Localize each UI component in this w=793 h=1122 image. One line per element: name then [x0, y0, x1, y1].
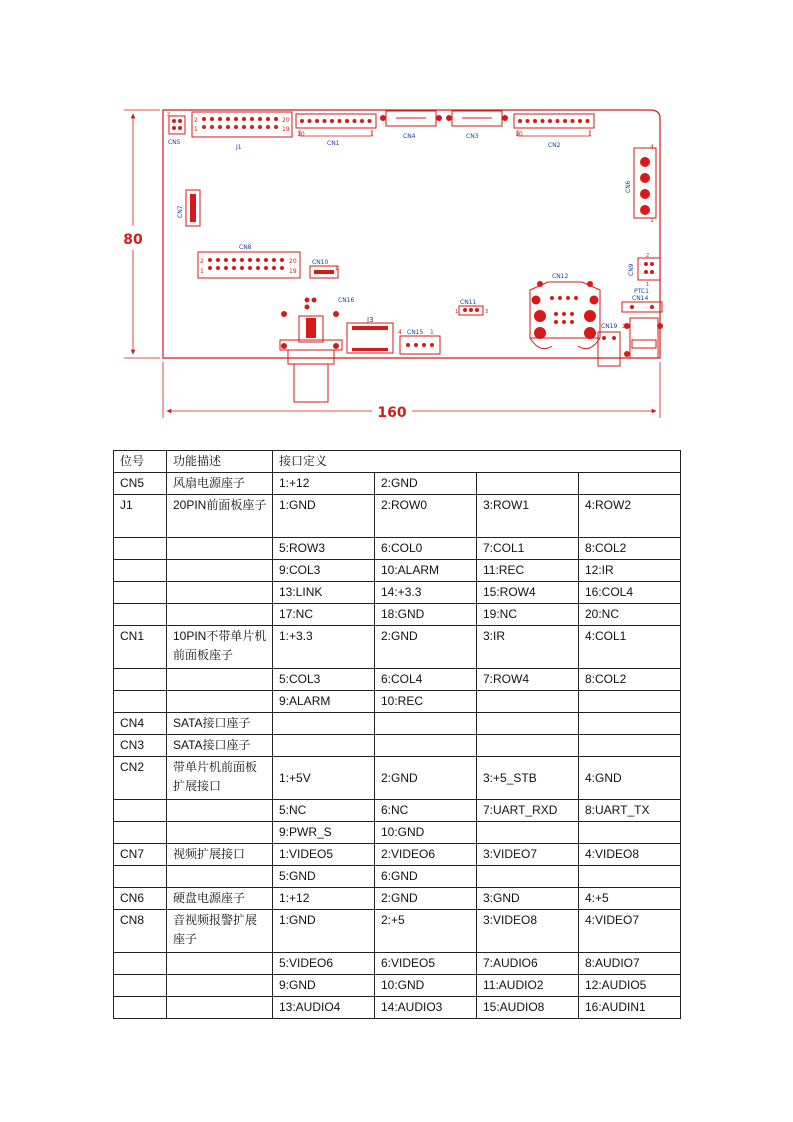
- pin-dot: [226, 117, 230, 121]
- cell-connector-id: CN2: [114, 757, 167, 800]
- pin-dot: [250, 125, 254, 129]
- cell-function-desc: [167, 975, 273, 997]
- cn4-connector: [380, 111, 442, 140]
- cell-pin-def: [477, 473, 579, 495]
- table-row: [114, 626, 681, 669]
- cell-connector-id: [114, 822, 167, 844]
- cell-connector-id: CN3: [114, 735, 167, 757]
- cell-pin-def: 3:IR: [477, 626, 579, 669]
- cn8-pin-mark: 19: [289, 268, 297, 275]
- cell-connector-id: [114, 997, 167, 1019]
- pin-dot: [518, 119, 522, 123]
- cn14-connector: [622, 288, 663, 358]
- pin-dot: [571, 119, 575, 123]
- cn8-pin-mark: 2: [200, 258, 204, 265]
- cell-connector-id: [114, 669, 167, 691]
- cn3-label: CN3: [466, 133, 479, 140]
- pin-dot: [202, 117, 206, 121]
- pin-dot: [242, 117, 246, 121]
- cell-pin-def: [273, 735, 375, 757]
- cn5-pin-mark: 2: [167, 112, 171, 118]
- pin-dot: [216, 258, 220, 262]
- cn3-connector: [446, 111, 508, 140]
- cell-pin-def: 13:AUDIO4: [273, 997, 375, 1019]
- cell-pin-def: 7:UART_RXD: [477, 800, 579, 822]
- cell-function-desc: SATA接口座子: [167, 735, 273, 757]
- cn6-pin-mark: 1: [650, 217, 654, 224]
- cell-pin-def: 1:VIDEO5: [273, 844, 375, 866]
- pin-dot: [563, 119, 567, 123]
- table-row: [114, 735, 681, 757]
- pcb-outline-diagram: [0, 0, 793, 440]
- cell-pin-def: 11:AUDIO2: [477, 975, 579, 997]
- cell-pin-def: 9:PWR_S: [273, 822, 375, 844]
- cn7-label: CN7: [177, 205, 184, 218]
- table-row: [114, 495, 681, 538]
- table-row: [114, 888, 681, 910]
- cn8-pin-mark: 20: [289, 258, 297, 265]
- cell-pin-def: 4:+5: [579, 888, 681, 910]
- cell-pin-def: 13:LINK: [273, 582, 375, 604]
- cell-function-desc: [167, 997, 273, 1019]
- pin-dot: [248, 266, 252, 270]
- cell-pin-def: 1:GND: [273, 495, 375, 538]
- cell-pin-def: 4:VIDEO7: [579, 910, 681, 953]
- pin-dot: [274, 117, 278, 121]
- cn11-pin-mark: 3: [485, 309, 489, 315]
- ptc1-label: PTC1: [634, 288, 649, 295]
- table-row: [114, 910, 681, 953]
- cell-pin-def: 8:COL2: [579, 538, 681, 560]
- pin-dot: [345, 119, 349, 123]
- cell-connector-id: CN8: [114, 910, 167, 953]
- cell-function-desc: [167, 866, 273, 888]
- cell-pin-def: [579, 713, 681, 735]
- dimension-width: [163, 362, 660, 421]
- cell-pin-def: [273, 713, 375, 735]
- pin-dot: [210, 125, 214, 129]
- pin-dot: [541, 119, 545, 123]
- cn9-connector: [628, 253, 660, 288]
- cell-pin-def: [579, 691, 681, 713]
- pin-dot: [323, 119, 327, 123]
- pin-dot: [224, 258, 228, 262]
- cn5-connector: [167, 112, 185, 146]
- cell-connector-id: CN7: [114, 844, 167, 866]
- cell-pin-def: 6:COL4: [375, 669, 477, 691]
- cell-connector-id: [114, 975, 167, 997]
- cn9-pin-mark: 1: [646, 282, 650, 288]
- cn8-pin-mark: 1: [200, 268, 204, 275]
- cell-pin-def: 14:AUDIO3: [375, 997, 477, 1019]
- cell-pin-def: 7:COL1: [477, 538, 579, 560]
- cell-connector-id: CN1: [114, 626, 167, 669]
- cell-connector-id: [114, 691, 167, 713]
- cell-pin-def: [579, 735, 681, 757]
- cell-pin-def: 5:GND: [273, 866, 375, 888]
- cell-pin-def: 12:IR: [579, 560, 681, 582]
- pin-dot: [258, 125, 262, 129]
- pin-dot: [338, 119, 342, 123]
- cell-pin-def: 3:VIDEO8: [477, 910, 579, 953]
- cell-pin-def: [477, 822, 579, 844]
- cell-connector-id: [114, 582, 167, 604]
- cn2-pin-mark: 10: [515, 131, 523, 138]
- cell-pin-def: 2:+5: [375, 910, 477, 953]
- pin-dot: [242, 125, 246, 129]
- pin-dot: [232, 258, 236, 262]
- cell-function-desc: [167, 560, 273, 582]
- cell-pin-def: 7:ROW4: [477, 669, 579, 691]
- pin-dot: [258, 117, 262, 121]
- pin-dot: [234, 125, 238, 129]
- table-row: [114, 844, 681, 866]
- pin-dot: [226, 125, 230, 129]
- table-row: [114, 757, 681, 800]
- cn10-pin-mark: 1: [335, 266, 339, 272]
- pin-dot: [272, 258, 276, 262]
- table-header-row: [114, 451, 681, 473]
- pin-dot: [368, 119, 372, 123]
- cell-function-desc: 音视频报警扩展座子: [167, 910, 273, 953]
- cell-pin-def: 15:ROW4: [477, 582, 579, 604]
- table-row: [114, 691, 681, 713]
- table-row: [114, 473, 681, 495]
- pin-dot: [240, 266, 244, 270]
- cn1-pin-mark: 1: [370, 131, 374, 138]
- pin-dot: [533, 119, 537, 123]
- j3-connector: [347, 316, 393, 353]
- cell-function-desc: 10PIN不带单片机前面板座子: [167, 626, 273, 669]
- pin-dot: [280, 258, 284, 262]
- cn6-connector: [625, 144, 656, 224]
- cell-pin-def: [375, 713, 477, 735]
- cell-pin-def: 10:GND: [375, 975, 477, 997]
- cell-pin-def: 6:GND: [375, 866, 477, 888]
- cell-pin-def: 1:+5V: [273, 757, 375, 800]
- cell-pin-def: 8:AUDIO7: [579, 953, 681, 975]
- cn8-connector: [198, 244, 300, 278]
- cell-pin-def: 3:VIDEO7: [477, 844, 579, 866]
- pin-definition-table: [113, 450, 681, 1019]
- pin-dot: [272, 266, 276, 270]
- cell-pin-def: 6:COL0: [375, 538, 477, 560]
- cell-pin-def: 9:COL3: [273, 560, 375, 582]
- cell-function-desc: 20PIN前面板座子: [167, 495, 273, 538]
- cell-pin-def: 19:NC: [477, 604, 579, 626]
- pin-dot: [308, 119, 312, 123]
- cn1-label: CN1: [327, 140, 340, 147]
- table-row: [114, 800, 681, 822]
- cn12-label: CN12: [552, 273, 569, 280]
- cell-pin-def: [477, 691, 579, 713]
- pin-dot: [274, 125, 278, 129]
- cell-connector-id: CN5: [114, 473, 167, 495]
- cell-pin-def: 3:+5_STB: [477, 757, 579, 800]
- pin-dot: [526, 119, 530, 123]
- table-row: [114, 560, 681, 582]
- cell-connector-id: [114, 538, 167, 560]
- cell-pin-def: 6:VIDEO5: [375, 953, 477, 975]
- j1-connector: [192, 112, 292, 151]
- cell-pin-def: 1:GND: [273, 910, 375, 953]
- cell-pin-def: 1:+3.3: [273, 626, 375, 669]
- cell-pin-def: 1:+12: [273, 888, 375, 910]
- cell-function-desc: 硬盘电源座子: [167, 888, 273, 910]
- pin-dot: [248, 258, 252, 262]
- cell-pin-def: 8:COL2: [579, 669, 681, 691]
- cell-pin-def: 9:GND: [273, 975, 375, 997]
- table-row: [114, 866, 681, 888]
- cell-pin-def: 16:COL4: [579, 582, 681, 604]
- cell-pin-def: 5:ROW3: [273, 538, 375, 560]
- height-dimension-value: 80: [123, 232, 143, 248]
- j1-pin-mark: 1: [194, 126, 198, 133]
- cn8-label: CN8: [239, 244, 252, 251]
- cell-function-desc: 视频扩展接口: [167, 844, 273, 866]
- pin-dot: [556, 119, 560, 123]
- cell-pin-def: 6:NC: [375, 800, 477, 822]
- cell-pin-def: 2:GND: [375, 888, 477, 910]
- table-row: [114, 538, 681, 560]
- cn1-pin-mark: 10: [297, 131, 305, 138]
- cn10-label: CN10: [312, 259, 329, 266]
- cell-function-desc: SATA接口座子: [167, 713, 273, 735]
- cell-connector-id: CN6: [114, 888, 167, 910]
- cell-pin-def: 18:GND: [375, 604, 477, 626]
- cell-function-desc: 带单片机前面板扩展接口: [167, 757, 273, 800]
- pin-dot: [208, 266, 212, 270]
- cell-function-desc: 风扇电源座子: [167, 473, 273, 495]
- pin-dot: [218, 117, 222, 121]
- cell-pin-def: 7:AUDIO6: [477, 953, 579, 975]
- cn16-connector: [280, 297, 354, 402]
- cell-pin-def: 20:NC: [579, 604, 681, 626]
- table-row: [114, 953, 681, 975]
- cn19-connector: [598, 323, 625, 366]
- cell-pin-def: [375, 735, 477, 757]
- table-row: [114, 997, 681, 1019]
- cell-pin-def: 4:VIDEO8: [579, 844, 681, 866]
- j3-label: J3: [367, 316, 374, 324]
- cell-pin-def: 2:GND: [375, 626, 477, 669]
- cell-function-desc: [167, 953, 273, 975]
- cell-function-desc: [167, 604, 273, 626]
- pin-dot: [330, 119, 334, 123]
- cell-pin-def: 5:COL3: [273, 669, 375, 691]
- cell-pin-def: 17:NC: [273, 604, 375, 626]
- cell-pin-def: 1:+12: [273, 473, 375, 495]
- cell-pin-def: 3:ROW1: [477, 495, 579, 538]
- cell-function-desc: [167, 582, 273, 604]
- j1-pin-mark: 19: [282, 126, 290, 133]
- j1-pin-mark: 20: [282, 117, 290, 124]
- header-desc: 功能描述: [167, 451, 273, 473]
- cell-pin-def: 2:VIDEO6: [375, 844, 477, 866]
- cell-function-desc: [167, 691, 273, 713]
- cell-connector-id: [114, 953, 167, 975]
- cell-pin-def: 2:ROW0: [375, 495, 477, 538]
- cn15-connector: [398, 329, 440, 354]
- cell-pin-def: 9:ALARM: [273, 691, 375, 713]
- pin-dot: [300, 119, 304, 123]
- cn12-connector: [530, 273, 600, 349]
- table-row: [114, 713, 681, 735]
- cell-function-desc: [167, 800, 273, 822]
- cell-connector-id: [114, 560, 167, 582]
- header-def: 接口定义: [273, 451, 681, 473]
- pin-dot: [264, 266, 268, 270]
- pin-dot: [548, 119, 552, 123]
- cell-connector-id: J1: [114, 495, 167, 538]
- pin-dot: [210, 117, 214, 121]
- cn19-pin-mark: 2: [622, 324, 626, 330]
- pin-dot: [218, 125, 222, 129]
- cell-pin-def: 14:+3.3: [375, 582, 477, 604]
- cn6-pin-mark: 4: [650, 144, 654, 151]
- cell-connector-id: [114, 604, 167, 626]
- cn1-connector: [296, 114, 376, 147]
- width-dimension-value: 160: [377, 405, 407, 421]
- cn15-pin-mark: 1: [430, 329, 434, 336]
- pin-dot: [586, 119, 590, 123]
- cell-pin-def: [477, 713, 579, 735]
- cn10-connector: [310, 259, 338, 278]
- cell-pin-def: 5:NC: [273, 800, 375, 822]
- cn15-label: CN15: [407, 329, 424, 336]
- table-row: [114, 582, 681, 604]
- pin-dot: [208, 258, 212, 262]
- cell-pin-def: 16:AUDIN1: [579, 997, 681, 1019]
- cell-pin-def: [579, 473, 681, 495]
- pin-dot: [315, 119, 319, 123]
- pin-dot: [240, 258, 244, 262]
- cn4-label: CN4: [403, 133, 416, 140]
- cell-pin-def: 4:GND: [579, 757, 681, 800]
- cn14-label: CN14: [632, 295, 649, 302]
- cell-pin-def: 10:GND: [375, 822, 477, 844]
- cn2-label: CN2: [548, 142, 561, 149]
- cell-function-desc: [167, 538, 273, 560]
- cn7-connector: [177, 190, 200, 226]
- pin-dot: [250, 117, 254, 121]
- cell-pin-def: 5:VIDEO6: [273, 953, 375, 975]
- header-id: 位号: [114, 451, 167, 473]
- cn6-label: CN6: [625, 180, 632, 193]
- pin-dot: [266, 117, 270, 121]
- cell-function-desc: [167, 669, 273, 691]
- cn2-connector: [514, 114, 594, 149]
- cell-pin-def: 15:AUDIO8: [477, 997, 579, 1019]
- cell-pin-def: 4:COL1: [579, 626, 681, 669]
- pin-dot: [224, 266, 228, 270]
- cell-pin-def: 12:AUDIO5: [579, 975, 681, 997]
- pin-dot: [360, 119, 364, 123]
- cell-pin-def: [579, 866, 681, 888]
- table-row: [114, 975, 681, 997]
- pin-dot: [216, 266, 220, 270]
- cn9-pin-mark: 2: [646, 253, 650, 259]
- pin-dot: [353, 119, 357, 123]
- pin-dot: [264, 258, 268, 262]
- cn5-label: CN5: [168, 139, 181, 146]
- table-row: [114, 604, 681, 626]
- table-row: [114, 669, 681, 691]
- pin-dot: [256, 266, 260, 270]
- cell-pin-def: 10:REC: [375, 691, 477, 713]
- cell-pin-def: 2:GND: [375, 473, 477, 495]
- cell-function-desc: [167, 822, 273, 844]
- cn9-label: CN9: [628, 263, 635, 276]
- cn19-label: CN19: [601, 323, 618, 330]
- j1-label: J1: [236, 144, 242, 151]
- cell-pin-def: [579, 822, 681, 844]
- pin-dot: [256, 258, 260, 262]
- cell-pin-def: 11:REC: [477, 560, 579, 582]
- cn2-pin-mark: 1: [588, 131, 592, 138]
- pin-dot: [232, 266, 236, 270]
- cell-pin-def: 8:UART_TX: [579, 800, 681, 822]
- cell-connector-id: [114, 866, 167, 888]
- cn16-label: CN16: [338, 297, 355, 304]
- pin-dot: [578, 119, 582, 123]
- table-row: [114, 822, 681, 844]
- cell-pin-def: 10:ALARM: [375, 560, 477, 582]
- cn11-pin-mark: 1: [455, 309, 459, 315]
- cn11-label: CN11: [460, 299, 477, 306]
- pin-dot: [280, 266, 284, 270]
- pin-dot: [234, 117, 238, 121]
- dimension-height: [123, 110, 160, 358]
- cn15-pin-mark: 4: [398, 329, 402, 336]
- pin-dot: [202, 125, 206, 129]
- pin-dot: [266, 125, 270, 129]
- cell-pin-def: 3:GND: [477, 888, 579, 910]
- cell-connector-id: [114, 800, 167, 822]
- cell-connector-id: CN4: [114, 713, 167, 735]
- cell-pin-def: [477, 735, 579, 757]
- cell-pin-def: 2:GND: [375, 757, 477, 800]
- j1-pin-mark: 2: [194, 117, 198, 124]
- cell-pin-def: [477, 866, 579, 888]
- cell-pin-def: 4:ROW2: [579, 495, 681, 538]
- cn11-connector: [455, 299, 488, 315]
